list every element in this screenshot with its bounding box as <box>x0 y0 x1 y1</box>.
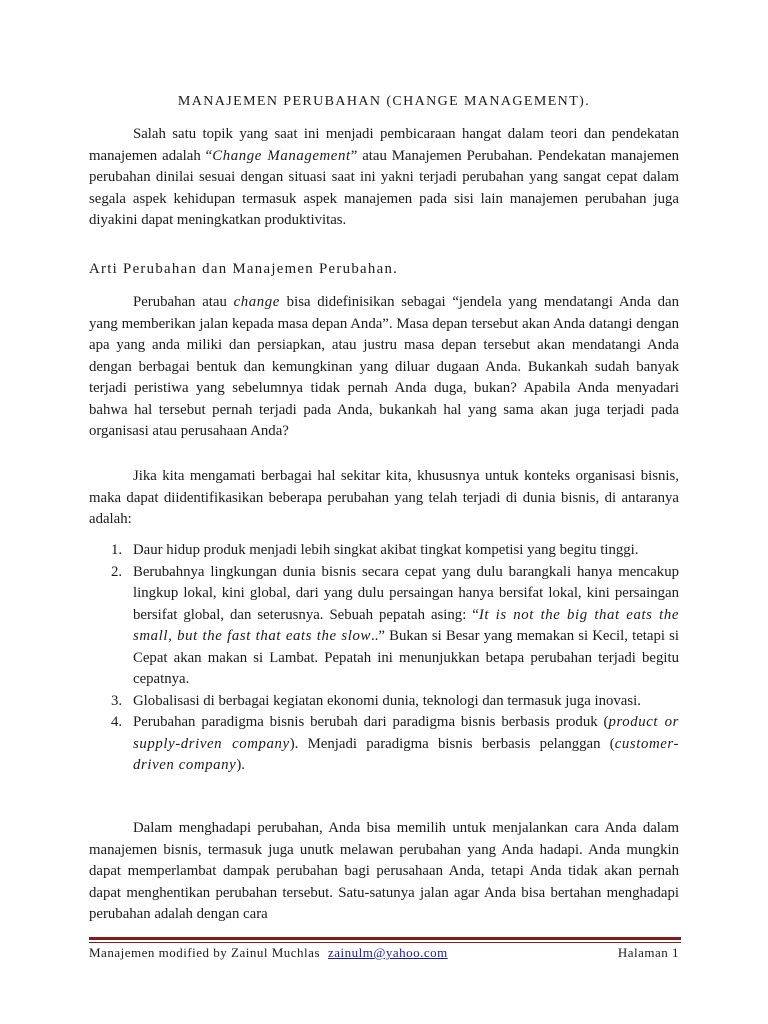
definition-text-a: Perubahan atau <box>133 294 234 310</box>
footer-rule-thick <box>89 937 681 940</box>
list-item <box>89 712 679 777</box>
footer-email-link[interactable]: zainulm@yahoo.com <box>328 945 448 960</box>
list-item-text: ). <box>236 757 245 773</box>
footer-rule-thin <box>89 942 681 943</box>
definition-emphasis: change <box>233 294 280 310</box>
intro-text-a: Salah satu topik yang saat ini menjadi pembicaraan hangat dalam teori dan pendekatan manajemen adalah “ <box>89 126 679 164</box>
list-item <box>89 691 679 713</box>
definition-paragraph <box>89 292 679 443</box>
changes-list <box>89 540 679 777</box>
footer-credit: Manajemen modified by Zainul Muchlas <box>89 945 321 960</box>
section-heading: Arti Perubahan dan Manajemen Perubahan. <box>89 261 399 277</box>
context-paragraph <box>89 466 679 531</box>
intro-emphasis: Change Management <box>212 147 351 164</box>
list-item-number: 1. <box>111 542 123 558</box>
list-item-text: Globalisasi di berbagai kegiatan ekonomi dunia, teknologi dan termasuk juga inovasi. <box>133 692 641 709</box>
intro-text-b: ” atau Manajemen Perubahan. Pendekatan manajemen perubahan dinilai sesuai dengan situasi saat ini yakni terjadi perubahan yang sangat cepat dalam segala aspek kehidupan termasuk aspek manajemen pada sisi lain manajemen perubahan juga diyakini dapat meningkatkan produktivitas. <box>89 147 679 228</box>
list-item-number: 4. <box>111 714 123 730</box>
definition-text-b: bisa didefinisikan sebagai “jendela yang mendatangi Anda dan yang memberikan jalan kepada masa depan Anda”. Masa depan tersebut akan Anda datangi dengan apa yang anda miliki dan persiapkan, atau justru masa depan tersebut akan mendatangi Anda dengan berbagai bentuk dan kemungkinan yang diluar dugaan Anda. Bukankah sudah banyak terjadi peristiwa yang sebelumnya tidak pernah Anda duga, bukan? Apabila Anda menyadari bahwa hal tersebut pernah terjadi pada Anda, bukankah hal yang sama akan juga terjadi pada organisasi atau perusahaan Anda? <box>89 294 680 439</box>
list-item-emphasis: It is not the big that eats the small, but the fast that eats the slow <box>133 606 679 644</box>
context-text: Jika kita mengamati berbagai hal sekitar kita, khususnya untuk konteks organisasi bisnis, maka dapat diidentifikasikan beberapa perubahan yang telah terjadi di dunia bisnis, di antaranya adalah: <box>89 468 679 527</box>
page-number: Halaman 1 <box>617 945 679 960</box>
document-title: MANAJEMEN PERUBAHAN (CHANGE MANAGEMENT). <box>177 94 591 109</box>
list-item-emphasis: customer-driven company <box>133 735 680 773</box>
list-item <box>89 562 679 691</box>
intro-paragraph <box>89 124 679 232</box>
list-item-text: Perubahan paradigma bisnis berubah dari paradigma bisnis berbasis produk ( <box>133 714 609 730</box>
list-item-text: ..” Bukan si Besar yang memakan si Kecil, tetapi si Cepat akan makan si Lambat. Pepatah ini menunjukkan betapa perubahan terjadi begitu cepatnya. <box>133 628 679 687</box>
closing-text: Dalam menghadapi perubahan, Anda bisa memilih untuk menjalankan cara Anda dalam manajemen bisnis, termasuk juga unutk melawan perubahan yang Anda hadapi. Anda mungkin dapat memperlambat dampak perubahan bagi perusahaan Anda, tetapi Anda tidak akan pernah dapat menghentikan perubahan tersebut. Satu-satunya jalan agar Anda bisa bertahan menghadapi perubahan adalah dengan cara <box>89 820 679 922</box>
list-item-number: 3. <box>111 692 123 709</box>
list-item-number: 2. <box>111 563 123 580</box>
footer-left <box>89 944 448 962</box>
list-item-text: Berubahnya lingkungan dunia bisnis secara cepat yang dulu barangkali hanya mencakup lingkup lokal, kini global, dari yang dulu persaingan hanya bersifat lokal, kini persaingan bersifat global, dan seterusnya. Sebuah pepatah asing: “ <box>133 563 679 623</box>
list-item-emphasis: product or supply-driven company <box>133 714 679 752</box>
list-item-text: Daur hidup produk menjadi lebih singkat akibat tingkat kompetisi yang begitu tinggi. <box>133 542 639 558</box>
list-item <box>89 540 679 562</box>
list-item-text: ). Menjadi paradigma bisnis berbasis pelanggan ( <box>289 735 615 752</box>
closing-paragraph <box>89 818 679 926</box>
